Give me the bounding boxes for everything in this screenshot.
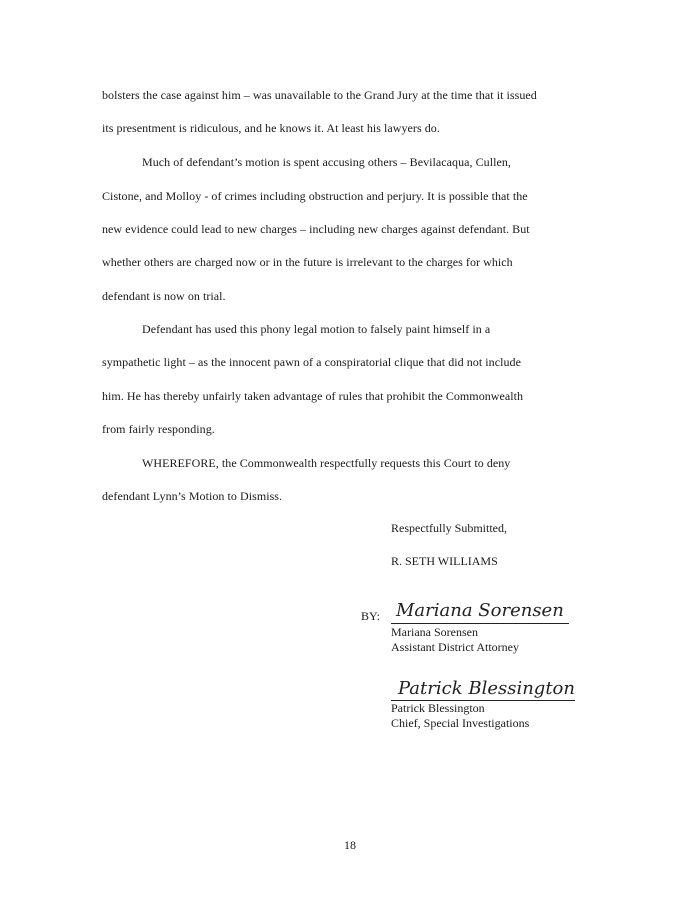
body-line-8: Defendant has used this phony legal motion to falsely paint himself in a [142, 322, 491, 336]
body-line-12: WHEREFORE, the Commonwealth respectfully requests this Court to deny [142, 456, 511, 470]
signature-line-1 [391, 623, 569, 624]
body-line-9: sympathetic light – as the innocent pawn of a conspiratorial clique that did not include [102, 355, 521, 369]
body-line-7: defendant is now on trial. [102, 289, 226, 303]
signer-1-title: Assistant District Attorney [391, 640, 519, 654]
signer-1-name: Mariana Sorensen [391, 625, 478, 639]
page-number: 18 [344, 838, 356, 852]
submitter-name: R. SETH WILLIAMS [391, 554, 498, 568]
body-line-4: Cistone, and Molloy - of crimes including obstruction and perjury. It is possible that the [102, 189, 528, 203]
signer-2-title: Chief, Special Investigations [391, 716, 530, 730]
body-line-11: from fairly responding. [102, 422, 215, 436]
signer-2-name: Patrick Blessington [391, 701, 485, 715]
body-line-2: its presentment is ridiculous, and he knows it. At least his lawyers do. [102, 121, 440, 135]
closing-text: Respectfully Submitted, [391, 521, 507, 535]
signature-2: Patrick Blessington [398, 678, 575, 699]
body-line-5: new evidence could lead to new charges – including new charges against defendant. But [102, 222, 530, 236]
body-line-6: whether others are charged now or in the future is irrelevant to the charges for which [102, 255, 513, 269]
body-line-13: defendant Lynn’s Motion to Dismiss. [102, 489, 283, 503]
by-label: BY: [361, 609, 380, 623]
signature-1: Mariana Sorensen [396, 600, 564, 621]
body-line-10: him. He has thereby unfairly taken advantage of rules that prohibit the Commonwealth [102, 389, 524, 403]
body-line-3: Much of defendant’s motion is spent accusing others – Bevilacaqua, Cullen, [142, 155, 511, 169]
body-line-1: bolsters the case against him – was unavailable to the Grand Jury at the time that it issued [102, 88, 537, 102]
